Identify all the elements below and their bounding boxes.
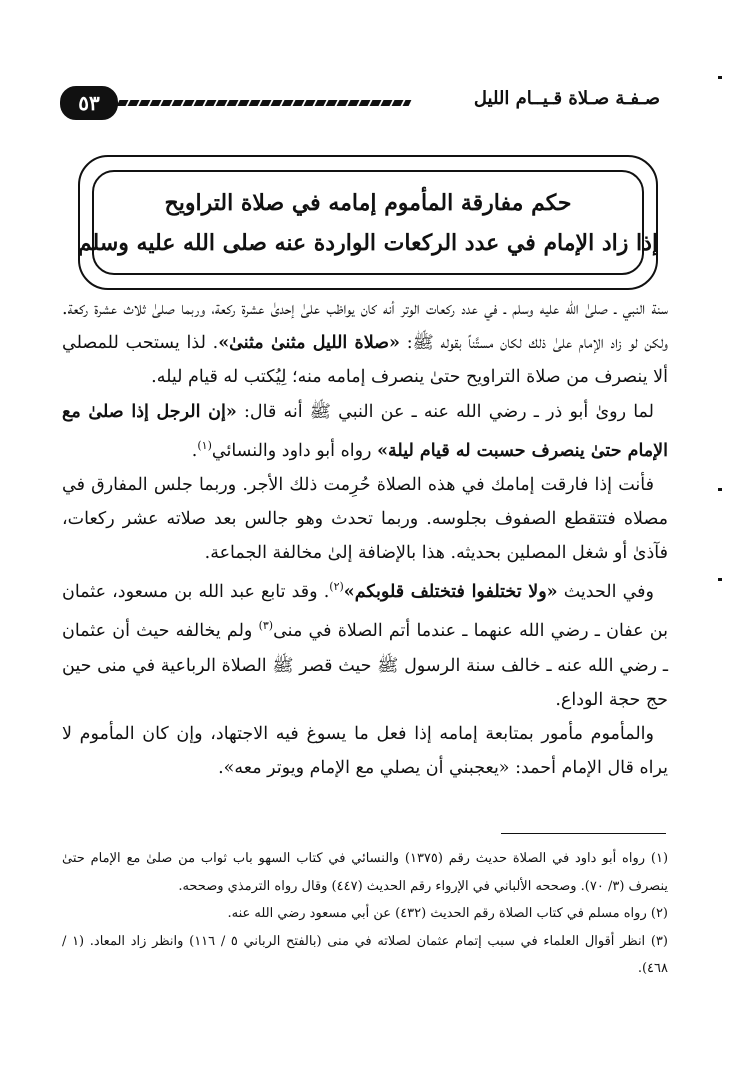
paragraph-2-end: رواه أبو داود والنسائي xyxy=(211,440,372,461)
paragraph-3: فأنت إذا فارقت إمامك في هذه الصلاة حُرِمت ذلك الأجر. وربما جلس المفارق في مصلاه فتتقطع الصفوف بجلوسه. وربما تحدث وهو جالس بعد صلاته عشر ركعات، فآذىٰ أو شغل المصلين بحديثه. هذا بالإضافة إلىٰ مخالفة الجماعة. xyxy=(62,474,668,564)
running-header xyxy=(60,86,660,120)
paragraph-2-start: لما روىٰ أبو ذر ـ رضي الله عنه ـ عن النبي ﷺ أنه قال: xyxy=(244,401,654,422)
paragraph-4-mid: . وقد تابع عبد الله بن مسعود، عثمان بن عفان ـ رضي الله عنهما ـ عندما أتم الصلاة في منى xyxy=(62,582,668,642)
hadith-quote-3: «ولا تختلفوا فتختلف قلوبكم» xyxy=(343,582,558,603)
footnote-1: (١) رواه أبو داود في الصلاة حديث رقم (١٣٧٥) والنسائي في كتاب السهو باب ثواب من صلىٰ مع الإمام حتىٰ ينصرف (٣/ ٧٠). وصححه الألباني في الإرواء رقم الحديث (٤٤٧) وقال رواه الترمذي وصححه. xyxy=(62,851,669,894)
paragraph-1-text: سنة النبي ـ صلىٰ الله عليه وسلم ـ في عدد ركعات الوتر أنه كان يواظب علىٰ إحدىٰ عشرة ركعة، وربما صلىٰ ثلاث عشرة ركعة. ولكن لو زاد الإمام علىٰ ذلك لكان مستَّناً بقوله ﷺ: xyxy=(62,299,669,354)
section-title-line-2: إذا زاد الإمام في عدد الركعات الواردة عنه صلى الله عليه وسلم xyxy=(77,229,659,256)
hadith-quote-2: «إن الرجل إذا صلىٰ مع الإمام حتىٰ ينصرف حسبت له قيام ليلة» xyxy=(62,401,668,461)
header-rule xyxy=(117,100,412,106)
footnote-ref-1: (١) xyxy=(197,438,212,452)
footnote-ref-2: (٢) xyxy=(329,580,344,594)
paragraph-1-end: . لذا يستحب للمصلي ألا ينصرف من صلاة التراويح حتىٰ ينصرف إمامه منه؛ لِيُكتب له قيام ليله. xyxy=(62,333,668,388)
footnotes xyxy=(62,845,668,983)
footnote-2: (٢) رواه مسلم في كتاب الصلاة رقم الحديث (٤٣٢) عن أبي مسعود رضي الله عنه. xyxy=(227,906,668,921)
body-text xyxy=(62,292,668,785)
paragraph-5: والمأموم مأمور بمتابعة إمامه إذا فعل ما يسوغ فيه الاجتهاد، وإن كان المأموم لا يراه قال الإمام أحمد: «يعجبني أن يصلي مع الإمام ويوتر معه». xyxy=(62,723,668,779)
footnote-ref-3: (٣) xyxy=(258,619,274,633)
hadith-quote-1: «صلاة الليل مثنىٰ مثنىٰ» xyxy=(218,333,400,354)
scan-mark xyxy=(718,578,722,581)
paragraph-4 xyxy=(62,570,668,716)
paragraph-4-end: ولم يخالفه حيث أن عثمان ـ رضي الله عنه ـ خالف سنة الرسول ﷺ حيث قصر ﷺ الصلاة الرباعية في منى حين حج حجة الوداع. xyxy=(62,621,668,710)
paragraph-2: لما روىٰ أبو ذر ـ رضي الله عنه ـ عن النبي ﷺ أنه قال: «إن الرجل إذا صلىٰ مع الإمام حتىٰ ينصرف حسبت له قيام ليلة» رواه أبو داود والنسائي$^{(١)}$. xyxy=(62,401,668,461)
paragraph-1 xyxy=(62,292,668,395)
paragraph-4-start: وفي الحديث xyxy=(563,582,654,603)
page-number: ٥٣ xyxy=(60,86,118,120)
header-title: صـفـة صـلاة قـيــام الليل xyxy=(473,88,660,109)
section-title xyxy=(77,170,659,275)
scan-mark xyxy=(718,76,722,79)
scan-mark xyxy=(718,488,722,491)
footnote-3: (٣) انظر أقوال العلماء في سبب إتمام عثمان لصلاته في منى (بالفتح الرباني ٥ / ١١٦) وانظر زاد المعاد. (١ / ٤٦٨). xyxy=(62,933,668,976)
section-title-line-1: حكم مفارقة المأموم إمامه في صلاة التراويح xyxy=(164,189,572,216)
footnote-separator xyxy=(501,833,666,834)
